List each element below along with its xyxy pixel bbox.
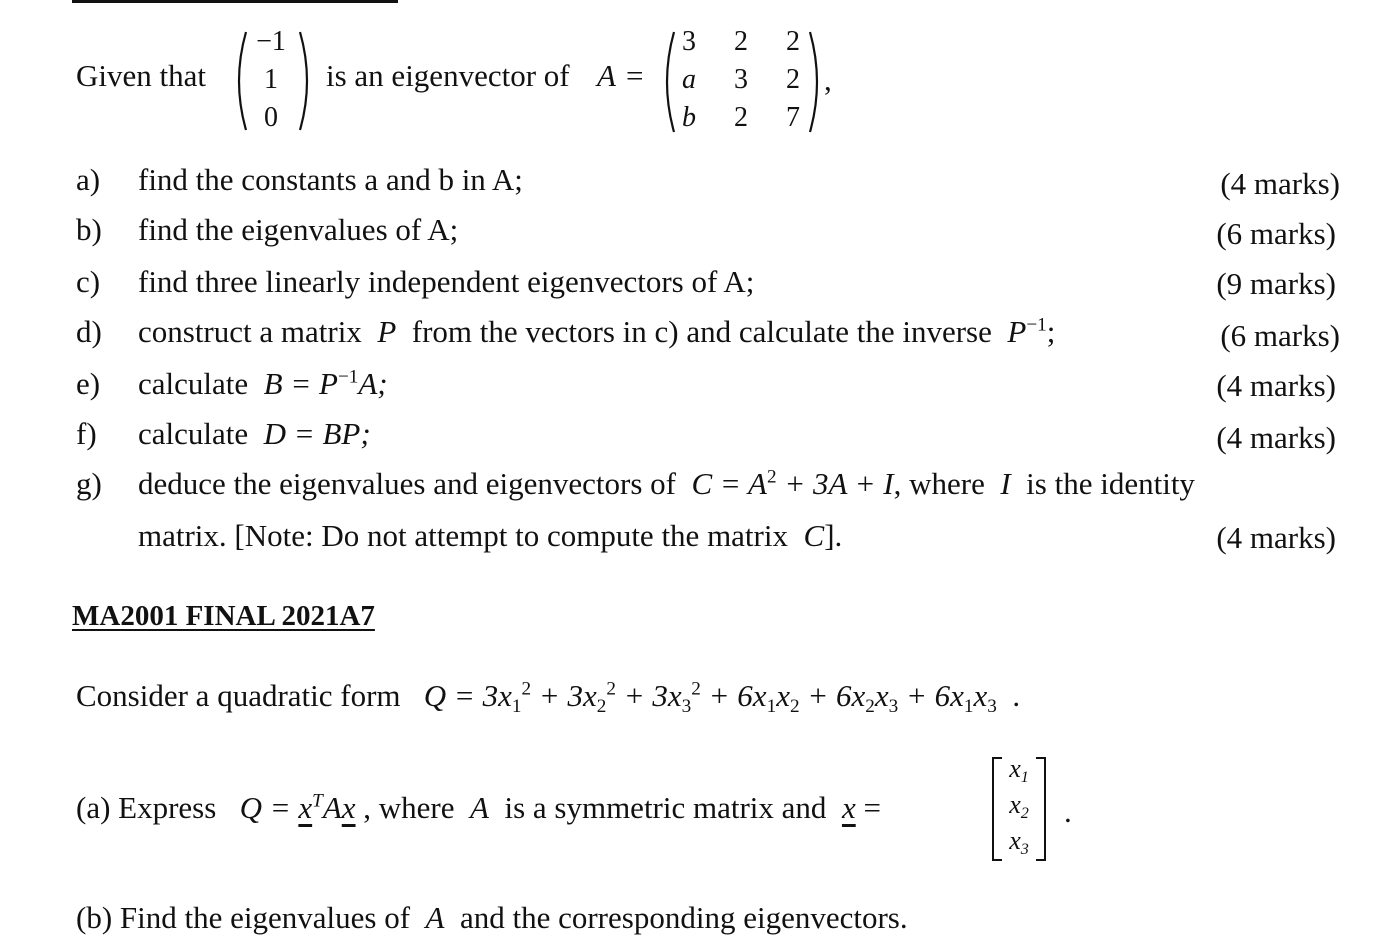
matrix-name: A xyxy=(597,58,616,93)
part-label: b) xyxy=(76,212,102,247)
part-label: f) xyxy=(76,416,97,451)
vector-entry: 0 xyxy=(264,102,278,133)
part-marks: (4 marks) xyxy=(1216,420,1336,455)
trailing-comma: , xyxy=(824,62,832,97)
vector-entry: $x_2$ xyxy=(1009,790,1029,822)
top-rule xyxy=(72,0,398,3)
equals-sign: = xyxy=(626,58,644,93)
part-b-text: (b) Find the eigenvalues of A and the corresponding eigenvectors. xyxy=(76,900,908,935)
part-label: d) xyxy=(76,314,102,349)
section-heading: MA2001 FINAL 2021A7 xyxy=(72,600,375,632)
part-text: find the constants a and b in A; xyxy=(138,162,523,197)
matrix-entry: b xyxy=(682,102,696,133)
part-marks: (6 marks) xyxy=(1220,318,1340,353)
part-label: a) xyxy=(76,162,101,197)
trailing-period: . xyxy=(1064,794,1072,829)
vector-entry: 1 xyxy=(264,64,278,95)
part-marks: (4 marks) xyxy=(1216,520,1336,555)
part-label: g) xyxy=(76,466,102,501)
matrix-entry: 2 xyxy=(786,26,800,57)
left-paren-icon xyxy=(228,30,250,132)
part-text: deduce the eigenvalues and eigenvectors of $C = A^2 + 3A + I$, where I is the identity xyxy=(138,466,1195,501)
part-label: e) xyxy=(76,366,101,401)
part-marks: (4 marks) xyxy=(1220,166,1340,201)
part-a-text: (a) Express $Q = x^TAx$ , where A is a symmetric matrix and x = xyxy=(76,790,881,825)
intro-middle: is an eigenvector of xyxy=(326,58,570,93)
matrix-entry: 2 xyxy=(734,26,748,57)
part-text: construct a matrix P from the vectors in c) and calculate the inverse $P^{-1}$; xyxy=(138,314,1056,349)
right-paren-icon xyxy=(296,30,318,132)
part-marks: (9 marks) xyxy=(1216,266,1336,301)
part-text-continued: matrix. [Note: Do not attempt to compute the matrix C]. xyxy=(138,518,843,553)
matrix-entry: 3 xyxy=(682,26,696,57)
matrix-entry: a xyxy=(682,64,696,95)
part-text: calculate $B = P^{-1}A$; xyxy=(138,366,388,401)
intro-prefix: Given that xyxy=(76,58,206,93)
part-text: calculate D = BP; xyxy=(138,416,371,451)
vector-entry: −1 xyxy=(256,26,286,57)
vector-entry: $x_3$ xyxy=(1009,826,1029,858)
matrix-entry: 3 xyxy=(734,64,748,95)
part-label: c) xyxy=(76,264,101,299)
part-text: find three linearly independent eigenvectors of A; xyxy=(138,264,755,299)
quadratic-form-line: Consider a quadratic form $Q = 3x_1^2 + 3x_2^2 + 3x_3^2 + 6x_1x_2 + 6x_2x_3 + 6x_1x_3$ . xyxy=(76,678,1021,717)
part-marks: (6 marks) xyxy=(1216,216,1336,251)
vector-entry: $x_1$ xyxy=(1009,754,1029,786)
matrix-entry: 2 xyxy=(786,64,800,95)
part-text: find the eigenvalues of A; xyxy=(138,212,459,247)
matrix-entry: 2 xyxy=(734,102,748,133)
part-marks: (4 marks) xyxy=(1216,368,1336,403)
right-bracket-icon xyxy=(1034,756,1048,862)
matrix-entry: 7 xyxy=(786,102,800,133)
